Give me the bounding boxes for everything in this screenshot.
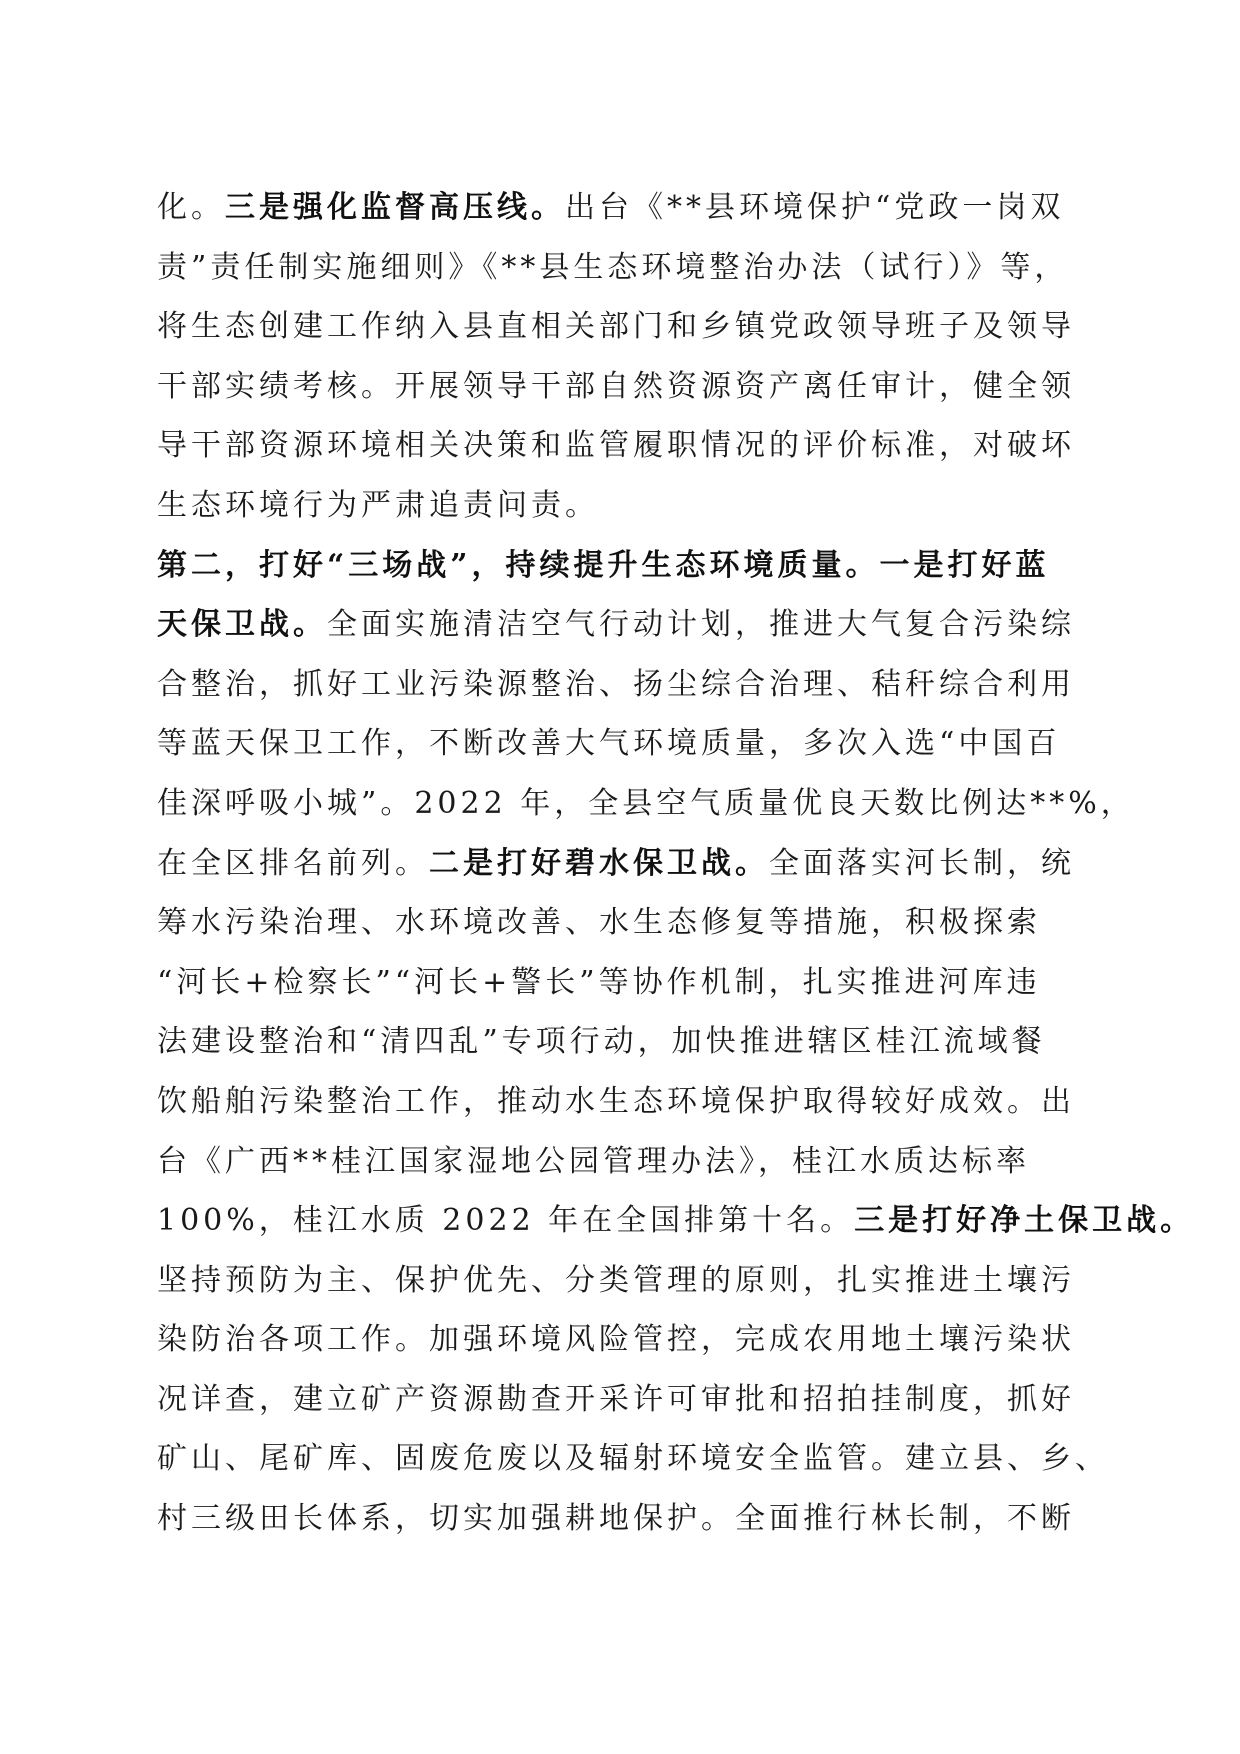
text-line xyxy=(157,536,1087,596)
text-line xyxy=(157,1132,1087,1192)
text-line xyxy=(157,1012,1087,1072)
bold-heading-text: 天保卫战。 xyxy=(157,607,327,643)
body-text: 法建设整治和“清四乱”专项行动，加快推进辖区桂江流域餐 xyxy=(157,1024,1046,1060)
document-body xyxy=(157,178,1195,1549)
bold-heading-text: 三是打好净土保卫战。 xyxy=(854,1203,1195,1239)
text-line xyxy=(157,1489,1087,1549)
body-text: 责”责任制实施细则》《**县生态环境整治办法（试行）》等， xyxy=(157,249,1069,285)
text-line xyxy=(157,1072,1087,1132)
text-line xyxy=(157,595,1087,655)
body-text: 村三级田长体系，切实加强耕地保护。全面推行林长制，不断 xyxy=(157,1501,1075,1537)
bold-heading-text: 三是强化监督高压线。 xyxy=(225,190,565,225)
text-line xyxy=(157,655,1087,715)
body-text: 全面落实河长制，统 xyxy=(769,845,1075,881)
body-text: 将生态创建工作纳入县直相关部门和乡镇党政领导班子及领导 xyxy=(157,309,1075,345)
body-text: 干部实绩考核。开展领导干部自然资源资产离任审计，健全领 xyxy=(157,368,1075,404)
body-text: 染防治各项工作。加强环境风险管控，完成农用地土壤污染状 xyxy=(157,1322,1075,1358)
text-line xyxy=(157,893,1087,953)
text-line xyxy=(157,178,1087,238)
body-text: 在全区排名前列。 xyxy=(157,845,429,881)
text-line xyxy=(157,1310,1087,1370)
text-line xyxy=(157,1191,1195,1251)
body-text: 台《广西**桂江国家湿地公园管理办法》，桂江水质达标率 xyxy=(157,1143,1030,1179)
text-line xyxy=(157,1251,1087,1311)
text-line xyxy=(157,476,1087,536)
document-page xyxy=(157,178,1195,1549)
body-text: 100%，桂江水质 2022 年在全国排第十名。 xyxy=(157,1203,855,1239)
text-line xyxy=(157,357,1087,417)
body-text: 生态环境行为严肃追责问责。 xyxy=(157,487,599,523)
text-line xyxy=(157,416,1087,476)
body-text: 全面实施清洁空气行动计划，推进大气复合污染综 xyxy=(327,607,1075,643)
body-text: 合整治，抓好工业污染源整治、扬尘综合治理、秸秆综合利用 xyxy=(157,666,1075,702)
body-text: 化。 xyxy=(157,190,225,225)
body-text: 矿山、尾矿库、固废危废以及辐射环境安全监管。建立县、乡、 xyxy=(157,1441,1109,1477)
body-text: “河长+检察长”“河长+警长”等协作机制，扎实推进河库违 xyxy=(157,964,1041,1000)
text-line xyxy=(157,1370,1087,1430)
text-line xyxy=(157,834,1087,894)
body-text: 筹水污染治理、水环境改善、水生态修复等措施，积极探索 xyxy=(157,905,1041,941)
text-line xyxy=(157,297,1087,357)
body-text: 等蓝天保卫工作，不断改善大气环境质量，多次入选“中国百 xyxy=(157,726,1061,762)
body-text: 饮船舶污染整治工作，推动水生态环境保护取得较好成效。出 xyxy=(157,1083,1075,1119)
text-line xyxy=(157,774,1135,834)
text-line xyxy=(157,238,1087,298)
bold-heading-text: 第二，打好“三场战”，持续提升生态环境质量。一是打好蓝 xyxy=(157,547,1050,583)
body-text: 坚持预防为主、保护优先、分类管理的原则，扎实推进土壤污 xyxy=(157,1262,1075,1298)
bold-heading-text: 二是打好碧水保卫战。 xyxy=(429,845,769,881)
body-text: 况详查，建立矿产资源勘查开采许可审批和招拍挂制度，抓好 xyxy=(157,1381,1075,1417)
text-line xyxy=(157,953,1087,1013)
body-text: 佳深呼吸小城”。2022 年，全县空气质量优良天数比例达**%， xyxy=(157,785,1135,821)
body-text: 导干部资源环境相关决策和监管履职情况的评价标准，对破坏 xyxy=(157,428,1075,464)
text-line xyxy=(157,714,1087,774)
body-text: 出台《**县环境保护“党政一岗双 xyxy=(565,190,1065,225)
text-line xyxy=(157,1429,1109,1489)
